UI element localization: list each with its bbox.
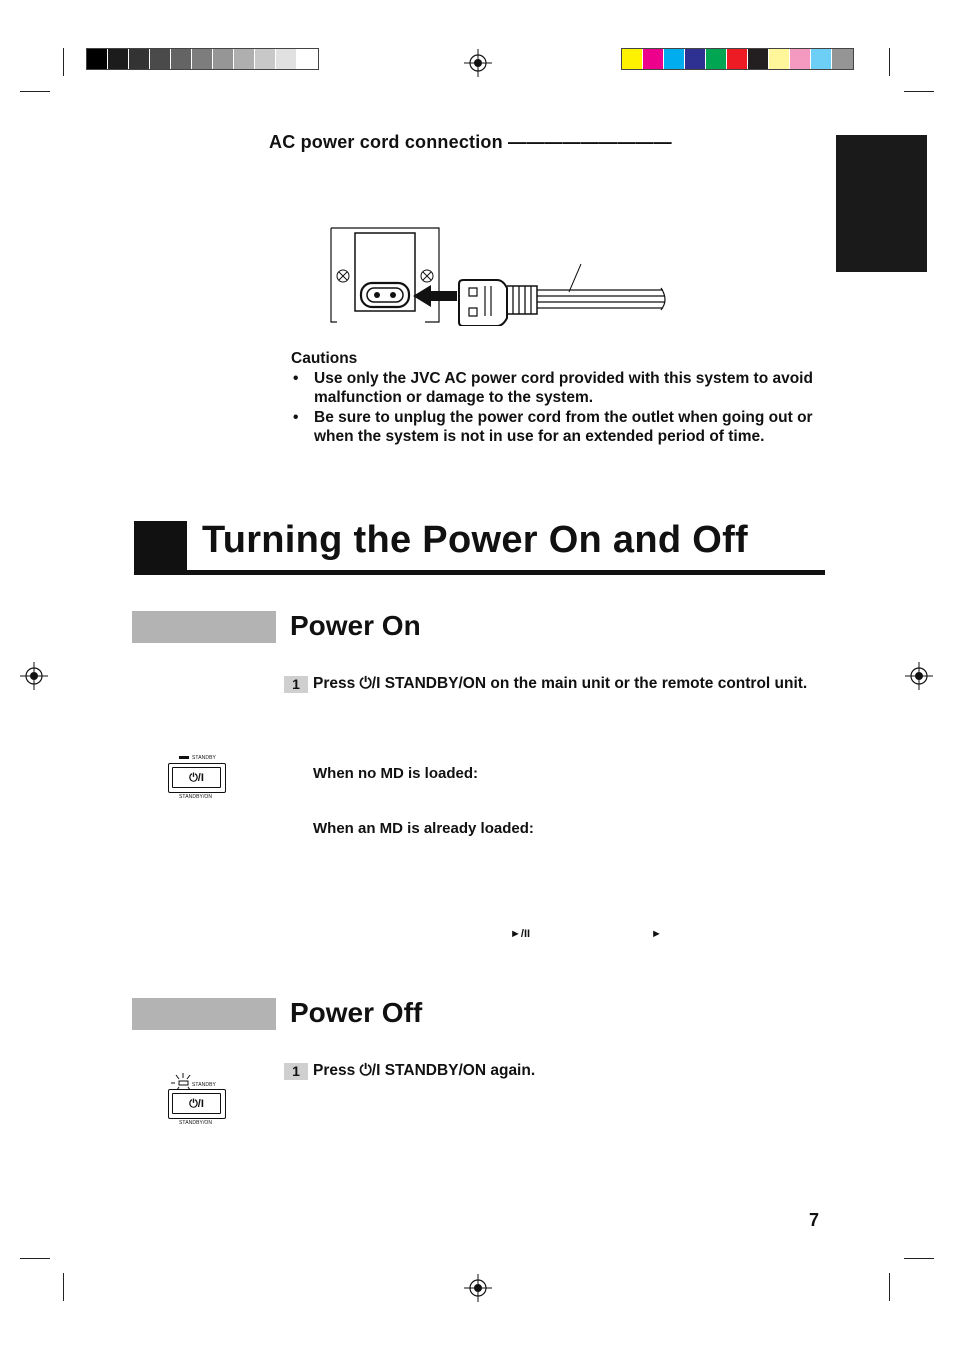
color-swatch — [832, 49, 853, 69]
standby-on-label: STANDBY/ON — [179, 1120, 213, 1126]
color-swatch — [769, 49, 790, 69]
power-off-heading: Power Off — [290, 997, 423, 1028]
grey-registration-strip — [86, 48, 319, 70]
color-swatch — [234, 49, 255, 69]
color-swatch — [622, 49, 643, 69]
color-swatch — [255, 49, 276, 69]
screw-icon — [337, 270, 349, 282]
page-number: 7 — [809, 1210, 820, 1230]
color-swatch — [643, 49, 664, 69]
standby-label: STANDBY — [192, 1082, 216, 1088]
step-number-badge: 1 — [284, 1063, 308, 1080]
power-off-step-text: Press ⏻/I STANDBY/ON again. — [313, 1062, 536, 1079]
standby-indicator-icon — [179, 756, 189, 759]
color-swatch — [192, 49, 213, 69]
play-pause-icon: ►/II — [510, 928, 531, 940]
cautions-block — [291, 349, 826, 447]
side-tab — [836, 135, 927, 272]
heading-block-marker — [134, 521, 187, 575]
color-swatch — [664, 49, 685, 69]
caution-item: • Be sure to unplug the power cord from the outlet when going out or when the system is not in use for an extended period of time. — [291, 408, 826, 447]
power-on-heading: Power On — [290, 610, 421, 641]
main-heading: Turning the Power On and Off — [202, 519, 749, 561]
color-swatch — [706, 49, 727, 69]
md-loaded-label: When an MD is already loaded: — [313, 820, 534, 837]
power-on-step-text: Press ⏻/I STANDBY/ON on the main unit or the remote control unit. — [313, 675, 808, 692]
standby-button-outline — [168, 1089, 226, 1119]
color-swatch — [108, 49, 129, 69]
color-swatch — [727, 49, 748, 69]
power-symbol-icon: ⏻/I — [172, 1093, 221, 1114]
color-registration-strip — [621, 48, 854, 70]
color-swatch — [748, 49, 769, 69]
registration-target-icon — [905, 662, 933, 690]
color-swatch — [811, 49, 832, 69]
power-symbol-icon: ⏻/I — [172, 767, 221, 788]
color-swatch — [276, 49, 297, 69]
play-icon: ► — [651, 928, 662, 940]
registration-target-icon — [20, 662, 48, 690]
standby-on-label: STANDBY/ON — [179, 794, 213, 800]
color-swatch — [129, 49, 150, 69]
caution-item: • Use only the JVC AC power cord provided with this system to avoid malfunction or damage to the system. — [291, 369, 826, 408]
no-md-label: When no MD is loaded: — [313, 765, 478, 782]
standby-button-illustration — [164, 754, 230, 802]
color-swatch — [790, 49, 811, 69]
step-number-badge: 1 — [284, 676, 308, 693]
power-on-bar — [132, 611, 276, 643]
color-swatch — [87, 49, 108, 69]
color-swatch — [150, 49, 171, 69]
color-swatch — [213, 49, 234, 69]
standby-label: STANDBY — [192, 755, 216, 761]
color-swatch — [685, 49, 706, 69]
color-swatch — [297, 49, 318, 69]
heading-rule — [134, 570, 825, 575]
standby-button-blinking-illustration — [164, 1072, 234, 1128]
ac-section-title: AC power cord connection ————————— — [269, 132, 672, 152]
ac-cord-illustration — [325, 226, 675, 326]
registration-target-icon — [464, 1274, 492, 1302]
registration-target-icon — [464, 49, 492, 77]
color-swatch — [171, 49, 192, 69]
power-off-bar — [132, 998, 276, 1030]
cautions-heading: Cautions — [291, 350, 358, 367]
screw-icon — [421, 270, 433, 282]
standby-button-outline — [168, 763, 226, 793]
